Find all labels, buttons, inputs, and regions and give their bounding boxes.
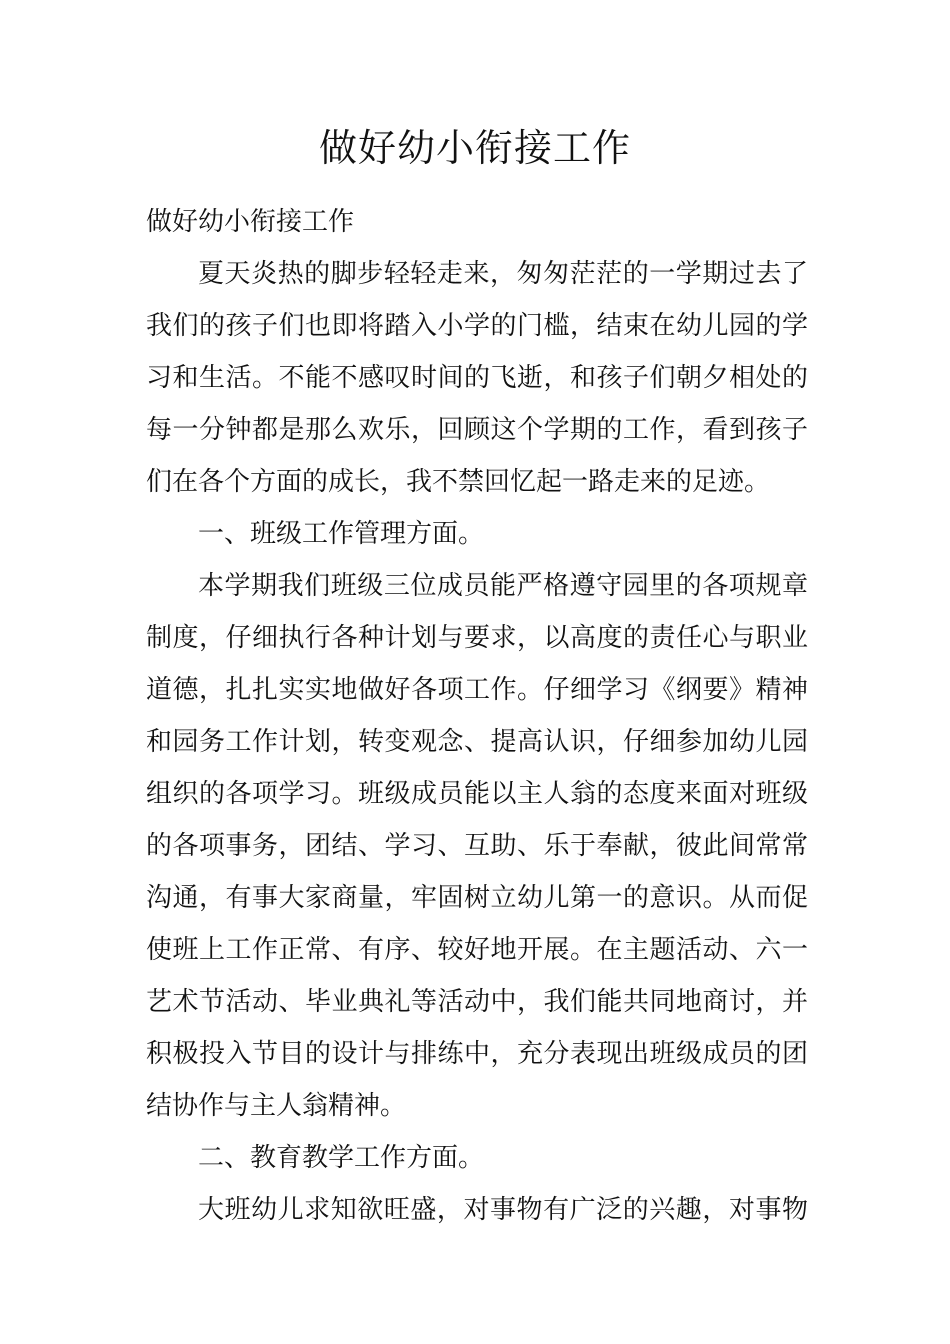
- text-line: 积极投入节目的设计与排练中，充分表现出班级成员的团: [146, 1039, 808, 1069]
- text-line: 组织的各项学习。班级成员能以主人翁的态度来面对班级: [146, 779, 808, 809]
- text-line: 夏天炎热的脚步轻轻走来，匆匆茫茫的一学期过去了: [198, 259, 808, 289]
- text-line: 每一分钟都是那么欢乐，回顾这个学期的工作，看到孩子: [146, 415, 808, 445]
- text-line: 大班幼儿求知欲旺盛，对事物有广泛的兴趣，对事物: [198, 1195, 808, 1225]
- text-line: 做好幼小衔接工作: [146, 207, 355, 237]
- text-line: 艺术节活动、毕业典礼等活动中，我们能共同地商讨，并: [146, 987, 808, 1017]
- text-line: 结协作与主人翁精神。: [146, 1091, 407, 1121]
- text-line: 们在各个方面的成长，我不禁回忆起一路走来的足迹。: [146, 467, 771, 497]
- text-line: 的各项事务，团结、学习、互助、乐于奉献，彼此间常常: [146, 831, 808, 861]
- text-line: 和园务工作计划，转变观念、提高认识，仔细参加幼儿园: [146, 727, 808, 757]
- text-line: 道德，扎扎实实地做好各项工作。仔细学习《纲要》精神: [146, 675, 808, 705]
- document-body: [146, 196, 808, 1236]
- text-line: 本学期我们班级三位成员能严格遵守园里的各项规章: [198, 571, 808, 601]
- text-line: 二、教育教学工作方面。: [198, 1143, 485, 1173]
- text-line: 我们的孩子们也即将踏入小学的门槛，结束在幼儿园的学: [146, 311, 808, 341]
- text-line: 一、班级工作管理方面。: [198, 519, 485, 549]
- text-line: 沟通，有事大家商量，牢固树立幼儿第一的意识。从而促: [146, 883, 808, 913]
- text-line: 制度，仔细执行各种计划与要求，以高度的责任心与职业: [146, 623, 808, 653]
- text-line: 使班上工作正常、有序、较好地开展。在主题活动、六一: [146, 935, 808, 965]
- document-title: 做好幼小衔接工作: [318, 126, 631, 170]
- text-line: 习和生活。不能不感叹时间的飞逝，和孩子们朝夕相处的: [146, 363, 808, 393]
